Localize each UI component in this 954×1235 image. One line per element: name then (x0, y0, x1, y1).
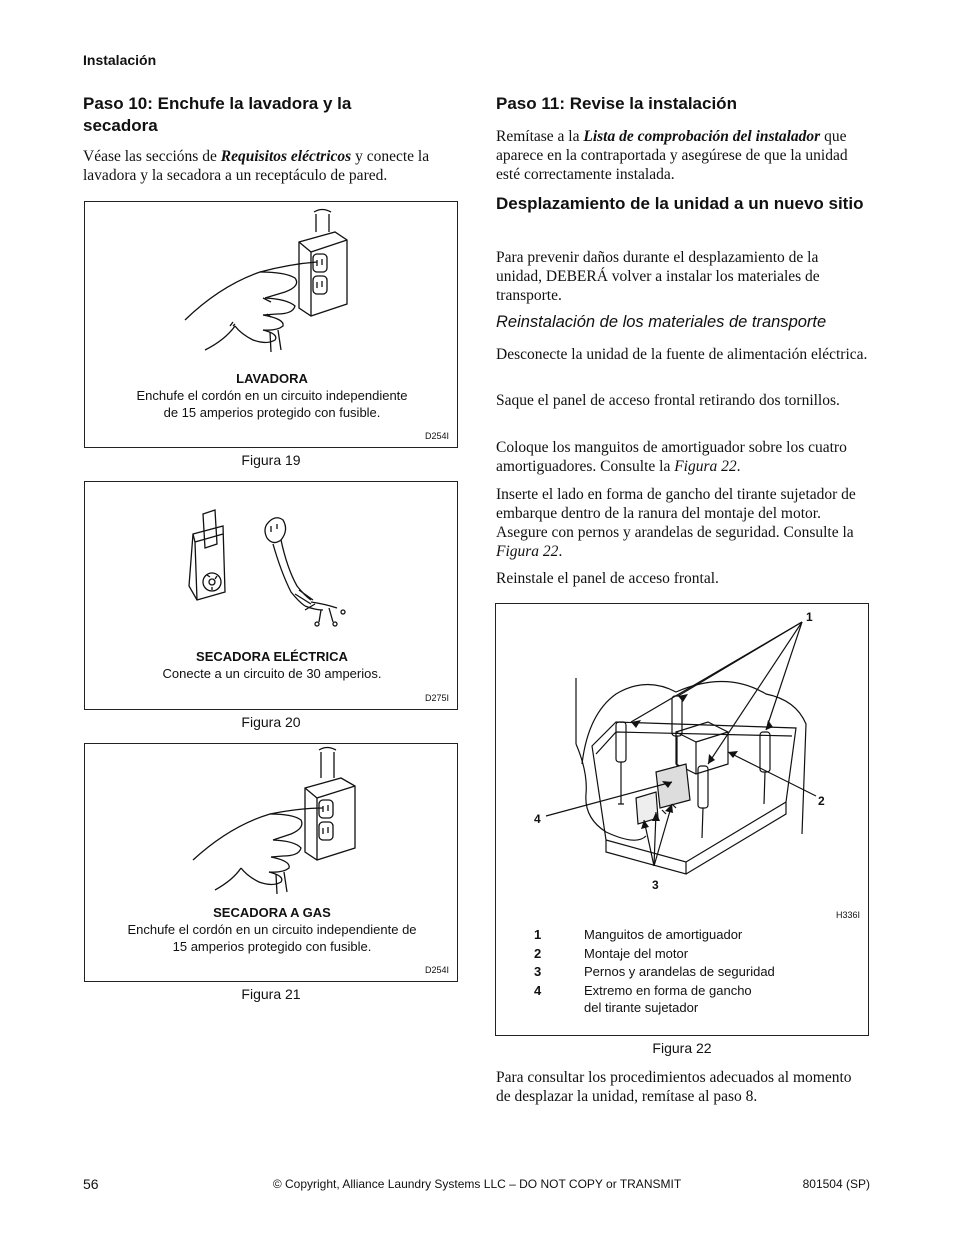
legend-item-3: 3 Pernos y arandelas de seguridad (534, 964, 775, 979)
figure-19-washer (84, 201, 458, 448)
figure-19-title: LAVADORA (236, 371, 308, 386)
figure-20-electric-dryer (84, 481, 458, 710)
closing-paragraph: Para consultar los procedimientos adecuados al momento de desplazar la unidad, remítase al paso 8. (496, 1069, 852, 1105)
figure-19-line1: Enchufe el cordón en un circuito independiente (136, 388, 408, 403)
figure-19-text (85, 370, 459, 421)
step-insert-bracket: Inserte el lado en forma de gancho del tirante sujetador de embarque dentro de la ranura del montaje del motor. Asegure con pernos y arandelas de seguridad. Consulte la Figura 22. (496, 486, 856, 560)
step-remove-panel: Saque el panel de acceso frontal retirando dos tornillos. (496, 392, 840, 409)
figure-22-caption: Figura 22 (652, 1040, 712, 1056)
figure-21-caption: Figura 21 (241, 986, 301, 1002)
relocation-paragraph: Para prevenir daños durante el desplazamiento de la unidad, DEBERÁ volver a instalar los materiales de transporte. (496, 249, 820, 304)
figure-21-title: SECADORA A GAS (213, 905, 331, 920)
figure-21-line1: Enchufe el cordón en un circuito independiente de (127, 922, 417, 937)
step-reinstall-panel: Reinstale el panel de acceso frontal. (496, 570, 719, 587)
relocation-heading: Desplazamiento de la unidad a un nuevo sitio (496, 194, 864, 213)
figure-20-code: D275I (424, 693, 449, 703)
figure-19-line2: de 15 amperios protegido con fusible. (163, 405, 381, 420)
figure-19-code: D254I (424, 431, 449, 441)
figure-22-code: H336I (835, 910, 860, 920)
figure-22-shipping-materials (495, 603, 869, 1036)
document-number: 801504 (SP) (802, 1177, 870, 1191)
shipping-bracket-illustration (496, 604, 870, 904)
step11-paragraph: Remítase a la Lista de comprobación del instalador que aparece en la contraportada y asegúrese de que la unidad esté correctamente instalada. (496, 128, 848, 183)
page-number: 56 (83, 1176, 99, 1192)
callout-4: 4 (534, 812, 541, 826)
callout-1: 1 (806, 610, 813, 624)
figure-21-gas-dryer (84, 743, 458, 982)
figure-19-caption: Figura 19 (241, 452, 301, 468)
step10-heading: Paso 10: Enchufe la lavadora y la secadora (83, 94, 352, 135)
step-place-sleeves: Coloque los manguitos de amortiguador sobre los cuatro amortiguadores. Consulte la Figura 22. (496, 439, 847, 475)
copyright-notice: © Copyright, Alliance Laundry Systems LLC – DO NOT COPY or TRANSMIT (272, 1177, 682, 1191)
callout-2: 2 (818, 794, 825, 808)
reinstall-subheading: Reinstalación de los materiales de transporte (496, 313, 827, 331)
figure-20-caption: Figura 20 (241, 714, 301, 730)
section-header: Instalación (83, 52, 157, 68)
step11-heading: Paso 11: Revise la instalación (496, 94, 737, 113)
callout-3: 3 (652, 878, 659, 892)
figure-20-line1: Conecte a un circuito de 30 amperios. (162, 666, 382, 681)
figure-20-title: SECADORA ELÉCTRICA (196, 649, 348, 664)
figure-20-text (85, 648, 459, 682)
figure-21-text (85, 904, 459, 955)
step-disconnect: Desconecte la unidad de la fuente de alimentación eléctrica. (496, 346, 868, 363)
legend-item-1: 1 Manguitos de amortiguador (534, 927, 743, 942)
figure-21-line2: 15 amperios protegido con fusible. (172, 939, 372, 954)
figure-21-code: D254I (424, 965, 449, 975)
step10-intro: Véase las seccións de Requisitos eléctricos y conecte la lavadora y la secadora a un receptáculo de pared. (83, 148, 430, 184)
legend-item-4: 4 Extremo en forma de gancho del tirante sujetador (534, 983, 752, 1015)
legend-item-2: 2 Montaje del motor (534, 946, 689, 961)
